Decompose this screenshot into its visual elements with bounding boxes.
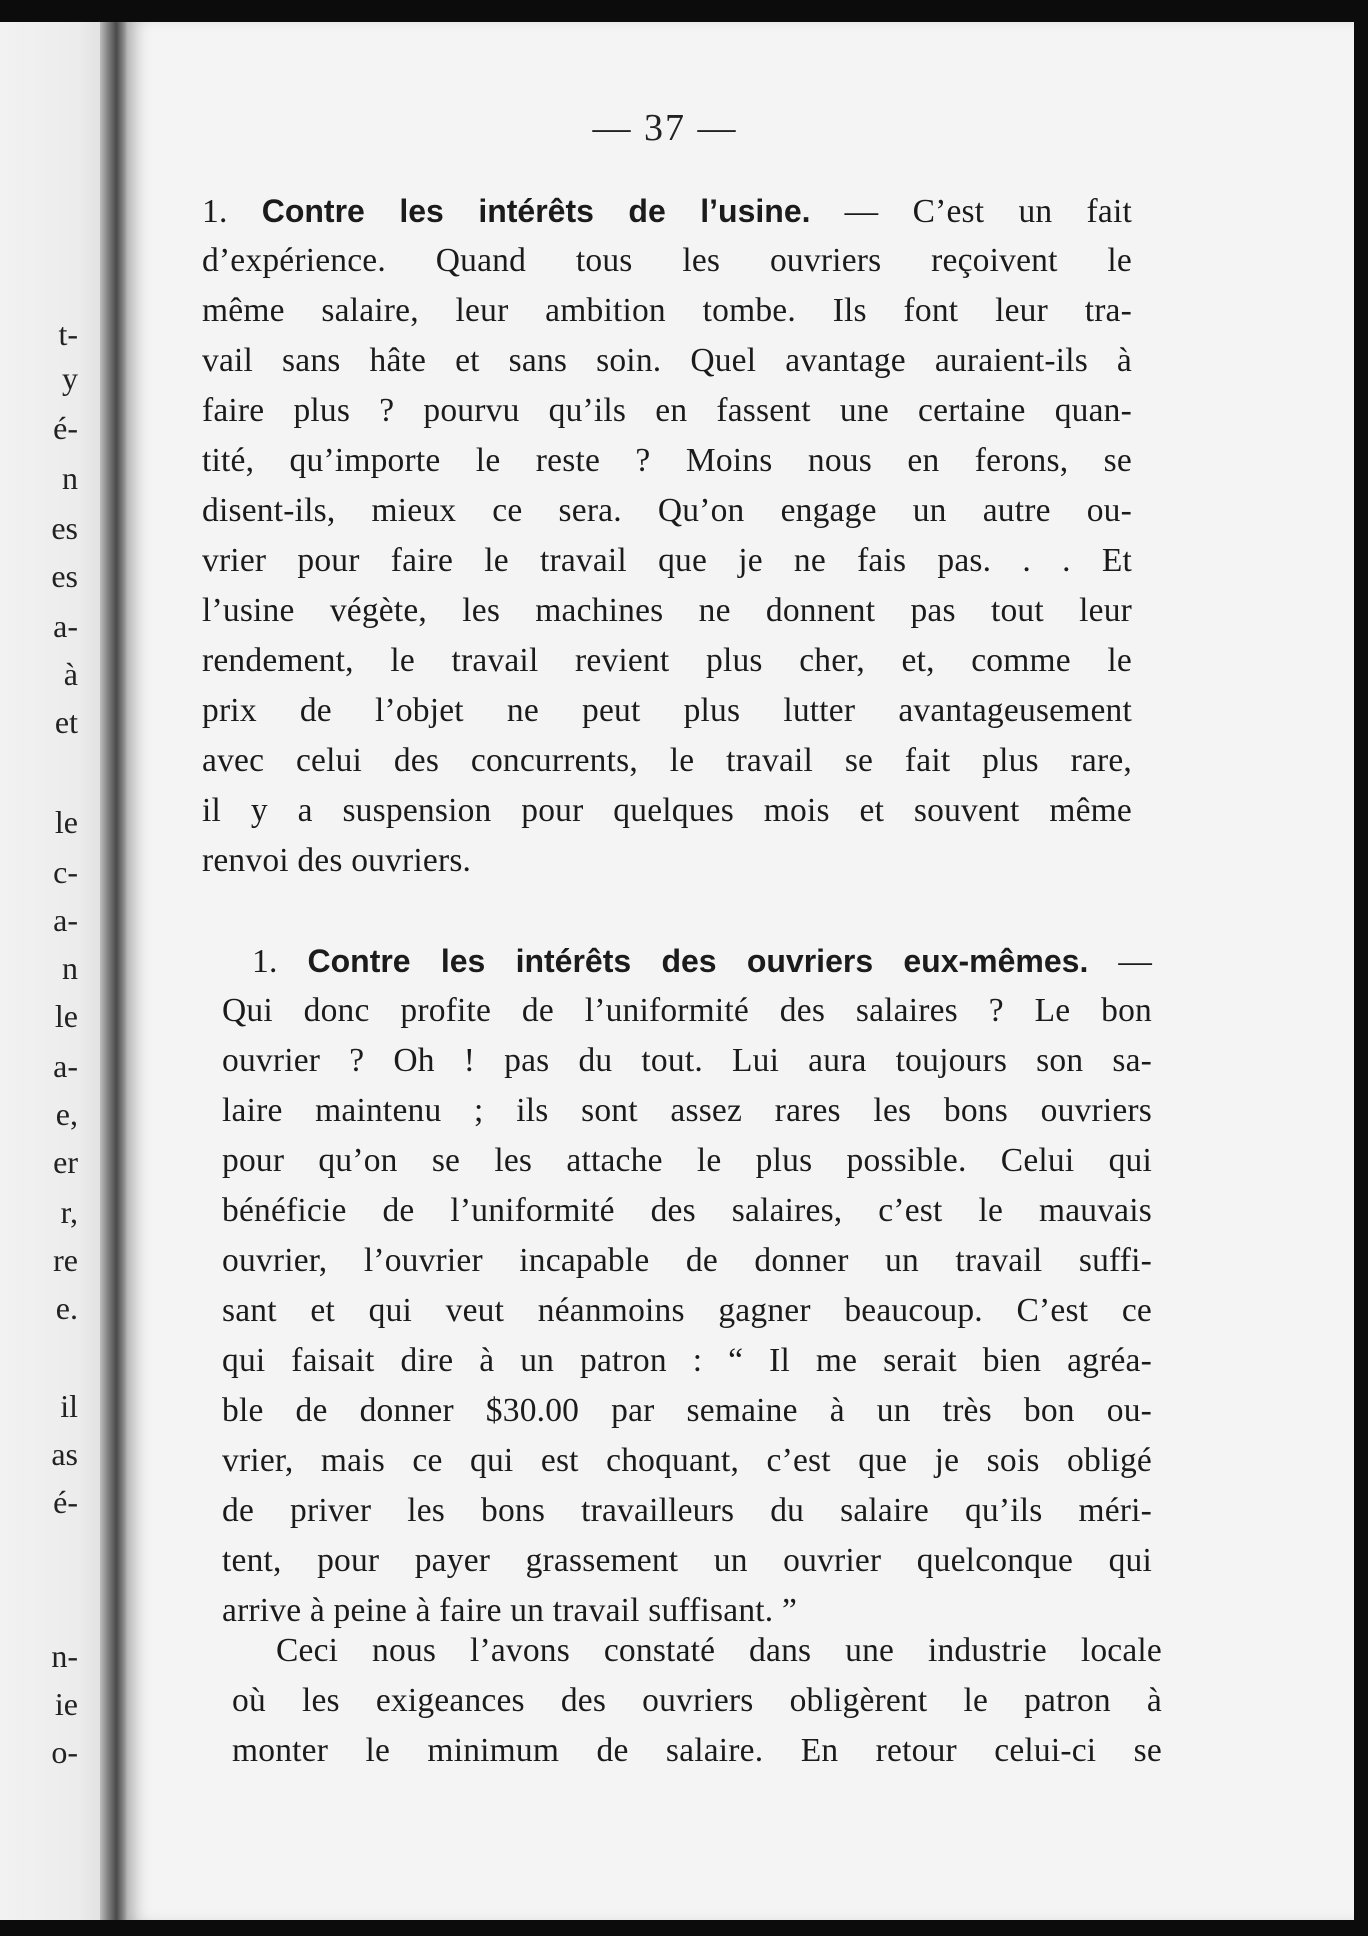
page-number: — 37 — xyxy=(592,107,738,149)
margin-fragment: r, xyxy=(60,1194,78,1230)
margin-fragment: as xyxy=(51,1436,78,1472)
section-2-line: sant et qui veut néanmoins gagner beaucoup. C’est ce xyxy=(222,1292,1152,1329)
section-2-line: ouvrier, l’ouvrier incapable de donner un travail suffi- xyxy=(222,1242,1152,1279)
section-1-line: vrier pour faire le travail que je ne fais pas. . . Et xyxy=(202,542,1132,579)
section-1-line: avec celui des concurrents, le travail se fait plus rare, xyxy=(202,742,1132,779)
section-1-heading: Contre les intérêts de l’usine. xyxy=(261,193,811,229)
margin-fragment: é- xyxy=(53,410,78,446)
section-1-first-line xyxy=(202,186,1132,236)
section-1-line: disent-ils, mieux ce sera. Qu’on engage un autre ou- xyxy=(202,492,1132,529)
section-1-line: tité, qu’importe le reste ? Moins nous en ferons, se xyxy=(202,442,1132,479)
section-2-line: arrive à peine à faire un travail suffisant. ” xyxy=(222,1592,798,1629)
margin-fragment: le xyxy=(54,998,78,1034)
section-2-line: laire maintenu ; ils sont assez rares les bons ouvriers xyxy=(222,1092,1152,1129)
section-1-number: 1. xyxy=(202,193,228,230)
section-3-line: monter le minimum de salaire. En retour celui-ci se xyxy=(232,1732,1162,1769)
margin-fragment: é- xyxy=(53,1484,78,1520)
margin-fragment: n xyxy=(62,460,78,496)
margin-fragment: y xyxy=(62,360,78,396)
section-2-line: pour qu’on se les attache le plus possible. Celui qui xyxy=(222,1142,1152,1179)
section-2-line: ouvrier ? Oh ! pas du tout. Lui aura toujours son sa- xyxy=(222,1042,1152,1079)
section-2-line: tent, pour payer grassement un ouvrier quelconque qui xyxy=(222,1542,1152,1579)
section-1-paragraph xyxy=(202,186,1132,886)
section-1-line: il y a suspension pour quelques mois et souvent même xyxy=(202,792,1132,829)
margin-fragment: o- xyxy=(51,1734,78,1770)
section-2-line: vrier, mais ce qui est choquant, c’est que je sois obligé xyxy=(222,1442,1152,1479)
section-2-line: de priver les bons travailleurs du salaire qu’ils méri- xyxy=(222,1492,1152,1529)
section-3-line: où les exigeances des ouvriers obligèrent le patron à xyxy=(232,1682,1162,1719)
margin-fragment: re xyxy=(53,1242,78,1278)
section-2-paragraph xyxy=(222,936,1152,1636)
section-2-number: 1. xyxy=(252,943,278,980)
section-2-first-line xyxy=(222,936,1152,986)
section-1-line: même salaire, leur ambition tombe. Ils font leur tra- xyxy=(202,292,1132,329)
margin-fragment: e. xyxy=(55,1290,78,1326)
section-3-line: Ceci nous l’avons constaté dans une industrie locale xyxy=(276,1632,1162,1669)
margin-fragment: n xyxy=(62,950,78,986)
margin-fragment: il xyxy=(60,1388,78,1424)
section-2-line: — xyxy=(1088,943,1153,980)
margin-fragment: a- xyxy=(53,608,78,644)
section-2-heading: Contre les intérêts des ouvriers eux-mêmes. xyxy=(307,943,1089,979)
margin-fragment: et xyxy=(54,704,78,740)
margin-fragment: es xyxy=(51,558,78,594)
section-1-line: — C’est un fait xyxy=(810,193,1132,230)
section-2-line: bénéficie de l’uniformité des salaires, c’est le mauvais xyxy=(222,1192,1152,1229)
margin-fragment: ie xyxy=(54,1686,78,1722)
margin-fragment: a- xyxy=(53,1048,78,1084)
section-1-line: prix de l’objet ne peut plus lutter avantageusement xyxy=(202,692,1132,729)
left-margin-fragments xyxy=(0,0,100,1900)
section-1-line: faire plus ? pourvu qu’ils en fassent une certaine quan- xyxy=(202,392,1132,429)
margin-fragment: à xyxy=(63,656,78,692)
margin-fragment: n- xyxy=(51,1638,78,1674)
section-1-line: vail sans hâte et sans soin. Quel avantage auraient-ils à xyxy=(202,342,1132,379)
margin-fragment: er xyxy=(53,1144,78,1180)
section-1-line: d’expérience. Quand tous les ouvriers reçoivent le xyxy=(202,242,1132,279)
book-spine xyxy=(100,22,130,1920)
margin-fragment: a- xyxy=(53,902,78,938)
section-1-line: renvoi des ouvriers. xyxy=(202,842,472,879)
section-1-line: l’usine végète, les machines ne donnent pas tout leur xyxy=(202,592,1132,629)
section-2-line: ble de donner $30.00 par semaine à un très bon ou- xyxy=(222,1392,1152,1429)
margin-fragment: e, xyxy=(55,1096,78,1132)
margin-fragment: t- xyxy=(58,316,78,352)
section-2-line: qui faisait dire à un patron : “ Il me serait bien agréa- xyxy=(222,1342,1152,1379)
section-3-paragraph xyxy=(232,1626,1162,1776)
margin-fragment: c- xyxy=(53,854,78,890)
section-2-line: Qui donc profite de l’uniformité des salaires ? Le bon xyxy=(222,992,1152,1029)
margin-fragment: es xyxy=(51,510,78,546)
section-1-line: rendement, le travail revient plus cher, et, comme le xyxy=(202,642,1132,679)
margin-fragment: le xyxy=(54,804,78,840)
